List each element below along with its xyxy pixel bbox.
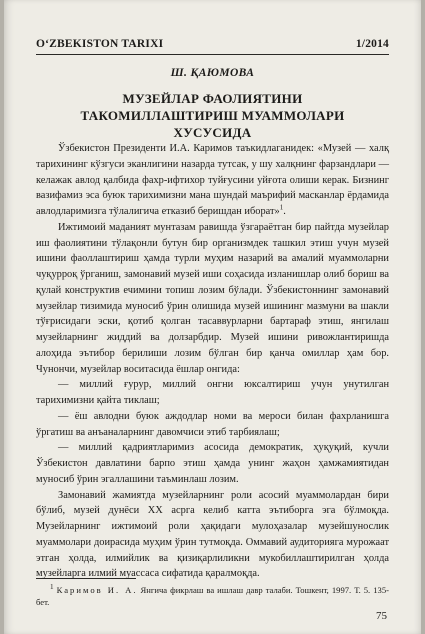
issue-number: 1/2014	[355, 38, 389, 50]
journal-page	[4, 0, 421, 634]
footnote-marker: 1	[50, 583, 54, 591]
footnote-author: Каримов И. А.	[56, 584, 138, 595]
footnote	[36, 581, 389, 608]
list-item: — ёш авлодни буюк аждодлар номи ва мероси билан фахрланишга ўргатиш ва анъаналарнинг давомчиси этиб тарбиялаш;	[36, 410, 389, 438]
article-body	[36, 141, 389, 582]
footnote-ref[interactable]: 1	[279, 203, 284, 212]
page-number: 75	[376, 610, 387, 622]
paragraph: Замонавий жамиятда музейларнинг роли асосий муаммолардан бири бўлиб, музей дунёси XX асрга келиб катта эътиборга эга бўлмоқда. Музейларнинг ижтимоий роли ҳақидаги мулоҳазалар музейшунослик муаммолари доирасида муҳим ўрин тутмоқда. Оммавий аудиторияга мурожаат этган ҳолда, илмийлик ва қизиқарлиликни мукобиллаштирилган ҳолда музейларга илмий муассаса сифатида қаралмоқда.	[36, 489, 389, 580]
list-item: — миллий ғурур, миллий онгни юксалтириш учун унутилган тарихимизни қайта тиклаш;	[36, 379, 389, 406]
list-item: — миллий қадриятларимиз асосида демократик, ҳуқуқий, кучли Ўзбекистон давлатини барпо этиш ҳамда унинг жаҳон ҳамжамиятидан муносиб ўрин эгаллашини таъминлаш лозим.	[36, 442, 389, 485]
article-title: МУЗЕЙЛАР ФАОЛИЯТИНИ ТАКОМИЛЛАШТИРИШ МУАММОЛАРИ ХУСУСИДА	[80, 91, 345, 140]
journal-title: O‘ZBEKISTON TARIXI	[36, 38, 164, 50]
footnote-divider	[36, 578, 136, 579]
running-head	[36, 38, 389, 55]
footnote-text: Янгича фикрлаш ва ишлаш давр талаби. Тошкент, 1997. Т. 5. 135-бет.	[36, 584, 389, 607]
article-author: Ш. ҚАЮМОВА	[170, 67, 255, 79]
paragraph: Ўзбекистон Президенти И.А. Каримов таъкидлаганидек: «Музей — халқ тарихининг кўзгуси эканлигини назарда тутсак, у шу халқнинг фарзандлари — келажак авлод қалбида фахр-ифтихор туйғусини уйғота олиши керак. Бизнинг вазифамиз эса буюк тарихимизни мана шундай маърифий масканлар ёрдамида авлодларимизга тўлалигича етказиб беришдан иборат»$^1$.	[36, 143, 389, 217]
paragraph: Ижтимоий маданият мунтазам равишда ўзгараётган бир пайтда музейлар иш фаолиятини тўлақонли бутун бир организмдек ташкил этиш учун музей ишини фаоллаштириш ҳамда турли муҳим назарий ва амалий муаммоларни чуқурроқ ўрганиш, замонавий музей иши соҳасида изланишлар олиб бориш ва қулай конструктив ечимини топиш лозим бўлади. Ўзбекистоннинг замонавий музейлар тизимида муносиб ўрин олишида музей ишининг мазмуни ва шакли тўғрисидаги эски, қотиб қолган тасаввурларни бартараф этиш, янгилаш музейларнинг жиддий ва долзарбдир. Музей ишини ривожлантиришда алоҳида эътибор берилиши лозим бўлган бир қанча омиллар ҳам бор. Чунончи, музейлар воситасида ёшлар онгида:	[36, 221, 389, 375]
